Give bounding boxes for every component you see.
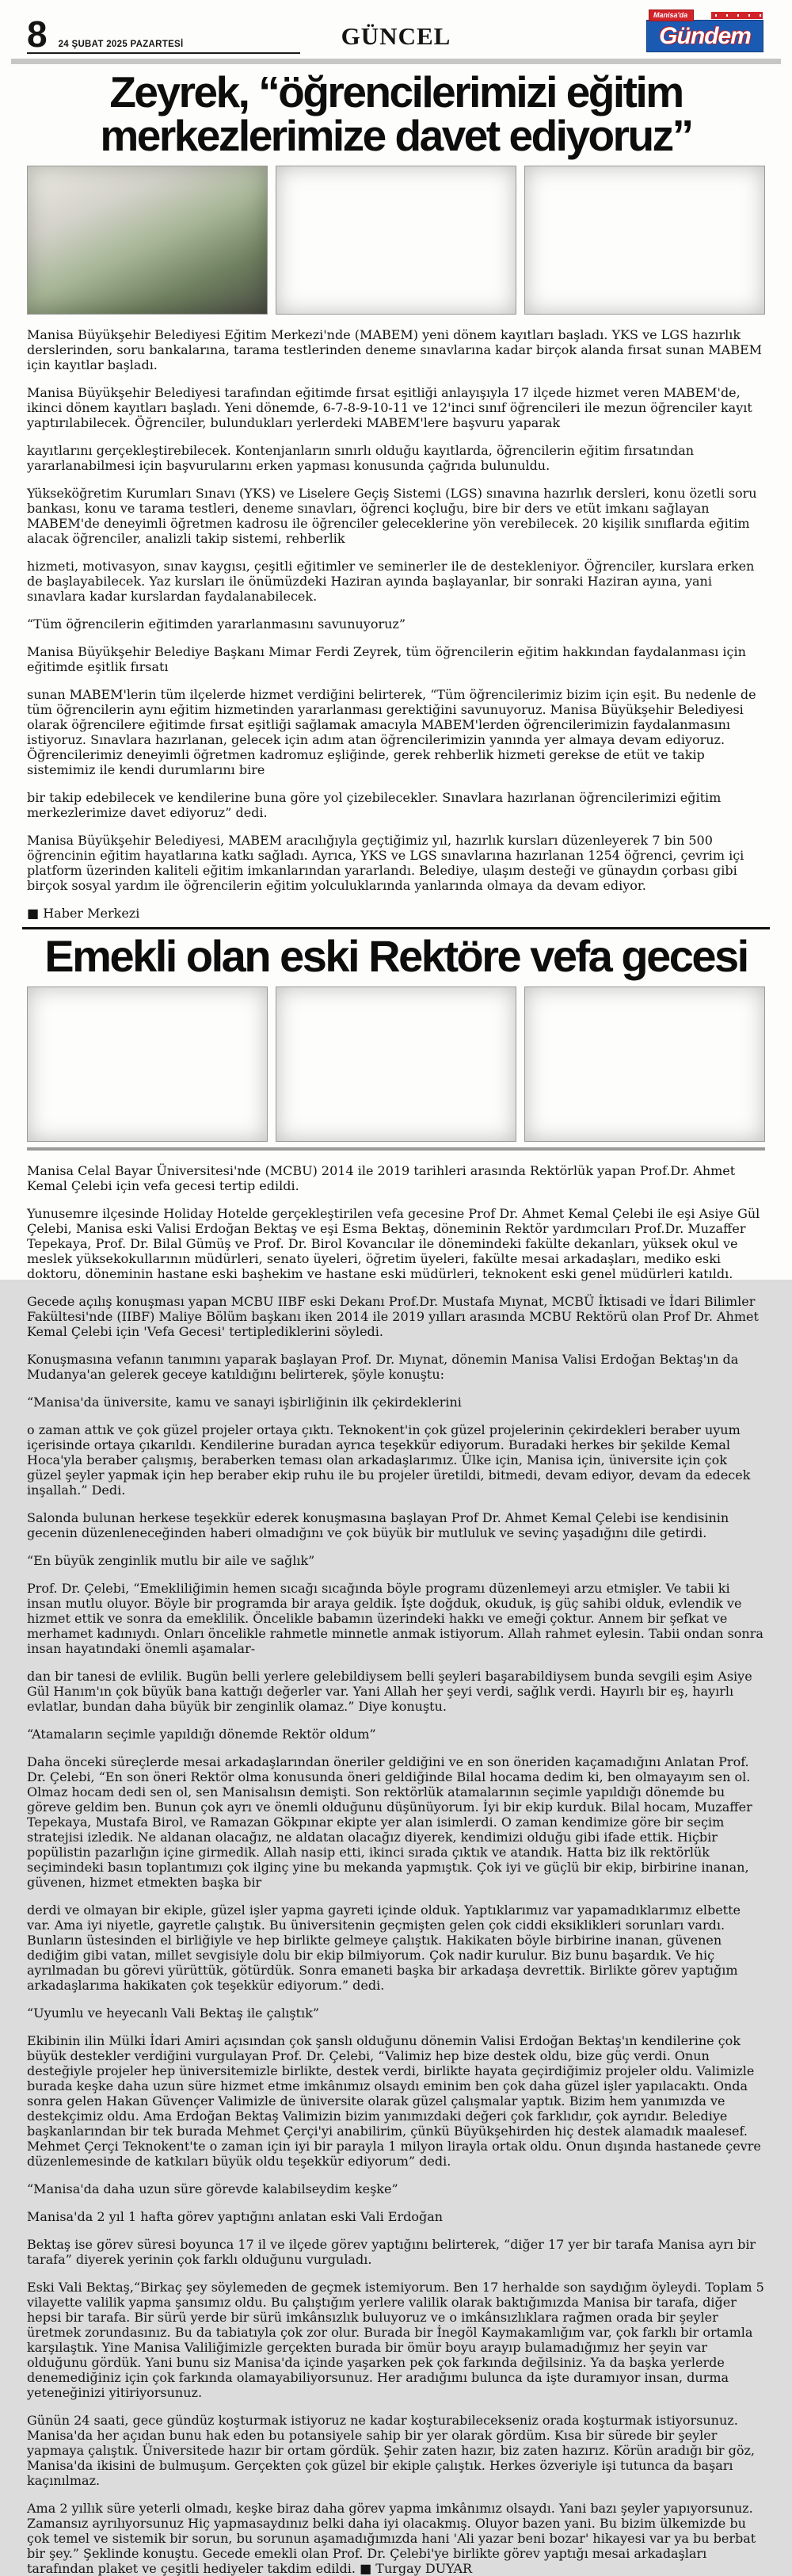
header-rule bbox=[11, 59, 781, 64]
article2-subhead-rector: “Atamaların seçimle yapıldığı dönemde Rektör oldum” bbox=[27, 1727, 376, 1742]
article1-column-1 bbox=[27, 327, 765, 430]
article1-column-4 bbox=[27, 687, 765, 777]
article1-column-2 bbox=[27, 443, 765, 546]
article2-column-3 bbox=[27, 1669, 765, 1890]
section-title: GÜNCEL bbox=[341, 22, 451, 50]
issue-date: 24 ŞUBAT 2025 PAZARTESİ bbox=[58, 40, 184, 49]
paragraph: Yunusemre ilçesinde Holiday Hotelde gerçekleştirilen vefa gecesine Prof Dr. Ahmet Kemal Çelebi ile eşi Asiye Gül Çelebi, Manisa eski Valisi Erdoğan Bektaş ve eşi Esma Bektaş, döneminin Rektör yardımcıları Prof.Dr. Muzaffer Tepekaya, Prof. Dr. Bilal Gümüş ve Prof. Dr. Birol Kovancılar ile dönemindeki fakülte dekanları, yüksek okul ve meslek yüksekokullarının müdürleri, senato üyeleri, öğretim üyeleri, fakülte mesai arkadaşları, mediko eski doktoru, döneminin hastane eski başhekim ve hastane eski müdürleri, teknokent eski genel müdürleri katıldı. bbox=[27, 1206, 760, 1281]
article1-headline: Zeyrek, “öğrencilerimizi eğitim merkezlerimize davet ediyoruz” bbox=[100, 67, 692, 160]
article1-photo-classroom-lab bbox=[27, 166, 268, 315]
paragraph: Manisa'da 2 yıl 1 hafta görev yaptığını anlatan eski Vali Erdoğan bbox=[27, 2209, 444, 2224]
article1-photo-students-desks bbox=[524, 166, 765, 315]
article2-photo-row-1 bbox=[27, 987, 765, 1142]
paragraph: Manisa Büyükşehir Belediye Başkanı Mimar Ferdi Zeyrek, tüm öğrencilerin eğitim hakkından faydalanması için eğitimde eşitlik fırsatı bbox=[27, 644, 746, 674]
article2-subhead-family: “En büyük zenginlik mutlu bir aile ve sağlık” bbox=[27, 1553, 315, 1568]
article2-photo-banquet-hall bbox=[524, 987, 765, 1142]
paragraph: dan bir tanesi de evlilik. Bugün belli yerlere gelebildiysem belli şeyleri başarabildiysem bunda sevgili eşim Asiye Gül Hanım'ın çok büyük bana kattığı değerler var. Yani Allah her şeyi verdi, sağlık verdi. Hayırlı bir eş, hayırlı evlatlar, bundan daha büyük bir zenginlik olamaz.” Diye konuştu. bbox=[27, 1669, 752, 1714]
article2-photo-plaque bbox=[276, 987, 516, 1142]
article2-byline: ■ Turgay DUYAR bbox=[360, 2561, 473, 2576]
page-number: 8 bbox=[27, 13, 48, 55]
paragraph: Gecede açılış konuşması yapan MCBU IIBF eski Dekanı Prof.Dr. Mustafa Mıynat, MCBÜ İktisadi ve İdari Bilimler Fakültesi'nde (IIBF) Maliye Bölüm başkanı iken 2014 ile 2019 yılları arasında MCBU Rektörü olan Prof Dr. Ahmet Kemal Çelebi için 'Vefa Gecesi' tertiplediklerini söyledi. bbox=[27, 1294, 759, 1339]
article1-body bbox=[27, 327, 765, 921]
paragraph: Manisa Büyükşehir Belediyesi, MABEM aracılığıyla geçtiğimiz yıl, hazırlık kursları düzenleyerek 7 bin 500 öğrencinin eğitim hayatlarına katkı sağladı. Ayrıca, YKS ve LGS sınavlarına hazırlanan 1254 öğrenci, çevrim içi platform üzerinden kaliteli eğitim imkanlarından yararlandı. Belediye, ulaşım desteği ve günaydın çorbası gibi birçok sosyal yardım ile öğrencilerin eğitim yolculuklarında yanlarında olmaya da devam ediyor. bbox=[27, 833, 744, 893]
paragraph: kayıtlarını gerçekleştirebilecek. Kontenjanların sınırlı olduğu kayıtlarda, öğrencilerin eğitim fırsatından yararlanabilmesi için başvurularını erken yapması konusunda çağrıda bulunuldu. bbox=[27, 443, 695, 473]
paragraph: Eski Vali Bektaş,“Birkaç şey söylemeden de geçmek istemiyorum. Ben 17 herhalde son saydığım öyleydi. Toplam 5 vilayette valilik yapma şansımız oldu. Bu çalıştığım yerlere valilik olarak baktığımızda Manisa bir tarafa, diğer hepsi bir tarafa. Bir sürü yerde bir sürü imkânsızlık buluyoruz ve o imkânsızlıklara rağmen orada bir şeyler üretmek zorundasınız. Bu da tabiatıyla çok zor olur. Burada bir İnegöl Kaymakamlığım var, çok farklı bir ortamla karşılaştık. Yine Manisa Valiliğimizle gerçekten burada bir ömür boyu arayıp bulamadığımız her şeyin var olduğunu gördük. Yani bunu siz Manisa'da içinde yaşarken pek çok farkında değilsiniz. Ya da başka yerlerde denemediğiniz için çok farkında olamayabiliyorsunuz. Her aradığımı bulunca da işte duramıyor insan, durma yeteneğinizi yitiriyorsunuz. bbox=[27, 2280, 764, 2400]
article1-column-5 bbox=[27, 790, 765, 921]
logo-red-strip bbox=[711, 12, 763, 19]
paragraph: Manisa Büyükşehir Belediyesi tarafından eğitimde fırsat eşitliği anlayışıyla 17 ilçede hizmet veren MABEM'de, ikinci dönem kayıtları başladı. Yeni dönemde, 6-7-8-9-10-11 ve 12'inci sınıf öğrencileri ile mezun öğrenciler kayıt yaptırılabilecek. Öğrenciler, bulundukları yerlerdeki MABEM'lere başvuru yaparak bbox=[27, 385, 752, 430]
article1-column-3 bbox=[27, 559, 765, 674]
paragraph: Konuşmasına vefanın tanımını yaparak başlayan Prof. Dr. Mıynat, dönemin Manisa Valisi Erdoğan Bektaş'ın da Mudanya'an gelerek geceye katıldığını belirterek, şöyle konuştu: bbox=[27, 1352, 739, 1382]
paragraph: Yükseköğretim Kurumları Sınavı (YKS) ve Liselere Geçiş Sistemi (LGS) sınavına hazırlık dersleri, konu özetli soru bankası, konu ve tarama testleri, deneme sınavları, öğrenci koçluğu, bire bir ders ve etüt imkanı sağlayan MABEM'de deneyimli öğretmen kadrosu ile öğrenciler geleceklerine yön verebilecek. 20 kişilik sınıflarda eğitim alacak öğrenciler, analizli takip sistemi, rehberlik bbox=[27, 486, 757, 546]
article2-photo-gala-tables bbox=[27, 1149, 765, 1151]
article2-body bbox=[27, 1147, 765, 2576]
article2-subhead-vali: “Uyumlu ve heyecanlı Vali Bektaş ile çalıştık” bbox=[27, 2005, 319, 2021]
page-number-block bbox=[27, 13, 300, 55]
article2-column-2 bbox=[27, 1422, 765, 1656]
article2-column-4 bbox=[27, 1902, 765, 2224]
paragraph: hizmeti, motivasyon, sınav kaygısı, çeşitli eğitimler ve seminerler ile de destekleniyor. Öğrenciler, kurslara erken de başlayabilecek. Yaz kursları ile önümüzdeki Haziran ayında başlayanlar, bir sonraki Haziran ayına, yani sınavlara kadar kurslardan faydalanabilecek. bbox=[27, 559, 755, 604]
paragraph: bir takip edebilecek ve kendilerine buna göre yol çizebilecekler. Sınavlara hazırlanan öğrencilerimizi eğitim merkezlerimize davet ediyoruz” dedi. bbox=[27, 790, 722, 820]
paragraph: Daha önceki süreçlerde mesai arkadaşlarından öneriler geldiğini ve en son öneriden kaçamadığını Anlatan Prof. Dr. Çelebi, “En son öneri Rektör olma konusunda öneri geldiğinde Bilal hocama dedim ki, ben olmayayım sen ol. Olmaz hocam dedi sen ol, sen Manisalısın demişti. Son rektörlük atamalarının seçimle yapıldığı dönemde bu göreve geldim ben. Bunun çok ayrı ve önemli olduğunu düşünüyorum. İyi bir ekip kurduk. Bilal hocam, Muzaffer Tepekaya, Mustafa Birol, ve Ramazan Gökpınar ekipte yer alan isimlerdi. O zaman kendimize göre bir seçim stratejisi izledik. Ne aldanan olacağız, ne aldatan olacağız diyerek, kendimizi olduğu gibi ifade ettik. Hiçbir popülistin pazarlığın içine girmedik. Allah nasip etti, ikinci sırada çıktık ve atandık. Hatta biz ilk rektörlük seçimindeki basın toplantımızı çok ilginç yine bu mekanda yapmıştık. Çok iyi ve güçlü bir ekip, birbirine inanan, güvenen, hizmet etmekten başka bir bbox=[27, 1754, 752, 1890]
paragraph: o zaman attık ve çok güzel projeler ortaya çıktı. Teknokent'in çok güzel projelerinin çekirdekleri beraber uyum içerisinde ortaya çıkarıldı. Kendilerine buradan ayrıca teşekkür ediyorum. Buradaki herkes bir şekilde Kemal Hoca'yla beraber çalışmış, beraberken teması olan arkadaşlarımız. Ülke için, Manisa için, üniversite için çok güzel şeyler yapmak için hep beraber ekip ruhu ile bu projeler üretildi, bitmedi, devam ediyor, devam da edecek inşallah.” Dedi. bbox=[27, 1422, 751, 1498]
article2-column-5 bbox=[27, 2237, 765, 2576]
paragraph: Manisa Büyükşehir Belediyesi Eğitim Merkezi'nde (MABEM) yeni dönem kayıtları başladı. YKS ve LGS hazırlık derslerinden, soru bankalarına, tarama testlerinden deneme sınavlarına kadar birçok alanda fırsat sunan MABEM için kayıtlar başladı. bbox=[27, 327, 763, 372]
paragraph bbox=[27, 2501, 765, 2576]
page-header bbox=[27, 10, 765, 54]
paragraph: Bektaş ise görev süresi boyunca 17 il ve ilçede görev yaptığını belirterek, “diğer 17 yer bir tarafa Manisa ayrı bir tarafa” diyerek yerinin çok farklı olduğunu vurguladı. bbox=[27, 2237, 756, 2267]
article1-photo-row bbox=[27, 166, 765, 315]
paragraph: Ekibinin ilin Mülki İdari Amiri açısından çok şanslı olduğunu dönemin Valisi Erdoğan Bektaş'ın kendilerine çok büyük destekler verdiğini vurgulayan Prof. Dr. Çelebi, “Valimiz hep bize destek oldu, bize güç verdi. Onun desteğiyle projeler hep üniversitemizle birlikte, destek verdi, birlikte hayata geçirdiğimiz projeler oldu. Valimizle burada keşke daha uzun süre hizmet etme imkânımız olsaydı eminim ben çok daha güzel işler yapılacaktı. Onda sonra gelen Hakan Güvençer Valimizle de üniversite olarak güzel çalışmalar yaptık. Bizim hem yanımızda ve destekçimiz oldu. Ama Erdoğan Bektaş Valimizin bizim yanımızdaki değeri çok farklıdır, çok ayrıdır. Belediye başkanlarından bir tek burada Mehmet Çerçi'yi anabilirim, çünkü Büyükşehirden hiç destek alamadık maalesef. Mehmet Çerçi Teknokent'te o zaman için iyi bir parayla 1 milyon lirayla ortak oldu. Onun dışında hastanede çevre düzenlemesinde de katkıları büyük oldu teşekkür ediyorum” dedi. bbox=[27, 2033, 761, 2169]
article2-left-block bbox=[27, 1147, 765, 1890]
article2-columns-1-3 bbox=[27, 1163, 765, 1890]
paragraph: “Manisa'da üniversite, kamu ve sanayi işbirliğinin ilk çekirdeklerini bbox=[27, 1395, 462, 1410]
logo-wordmark: Gündem bbox=[646, 20, 763, 52]
paragraph: Salonda bulunan herkese teşekkür ederek konuşmasına başlayan Prof Dr. Ahmet Kemal Çelebi ise kendisinin gecenin düzenleneceğinden haberi olmadığını ve çok büyük bir mutluluk ve sevinç yaşadığını dile getirdi. bbox=[27, 1510, 729, 1540]
article2-subhead-gorevde: “Manisa'da daha uzun süre görevde kalabilseydim keşke” bbox=[27, 2181, 398, 2196]
paragraph: Manisa Celal Bayar Üniversitesi'nde (MCBU) 2014 ile 2019 tarihleri arasında Rektörlük yapan Prof.Dr. Ahmet Kemal Çelebi için vefa gecesi tertip edildi. bbox=[27, 1163, 736, 1193]
paragraph: Prof. Dr. Çelebi, “Emekliliğimin hemen sıcağı sıcağında böyle programı düzenlemeyi arzu etmişler. Ve tabii ki insan mutlu oluyor. Böyle bir programda bir araya geldik. İşte doğduk, okuduk, iş güç sahibi olduk, evlendik ve hizmet ettik ve sonra da emeklilik. Öncelikle babamın üzerindeki hakkı ve emeği çoktur. Annem bir şefkat ve merhamet kadınıydı. Onları öncelikle rahmetle minnetle anmak istiyorum. Allah rahmet eylesin. Tabii ondan sonra insan hayatındaki önemli aşamalar- bbox=[27, 1581, 763, 1656]
article1-byline: ■ Haber Merkezi bbox=[27, 906, 140, 921]
paragraph: Günün 24 saati, gece gündüz koşturmak istiyoruz ne kadar koşturabilecekseniz orada koşturmak istiyorsunuz. Manisa'da her açıdan bunu hak eden bu potansiyele sahip bir yer olarak gördüm. Kısa bir sürede bir şeyler yapmaya çalıştık. Üniversitede hazır bir ortam gördük. Şehir zaten hazır, biz zaten hazırız. Körün aradığı bir göz, Manisa'da ikisini de bulmuşum. Gerçekten çok güzel bir ekiple çalıştık. Herkes özveriyle işi tutunca da başarı kaçınılmaz. bbox=[27, 2413, 756, 2488]
article2-photo-handshake bbox=[27, 987, 268, 1142]
article2-headline: Emekli olan eski Rektöre vefa gecesi bbox=[44, 931, 748, 981]
paragraph: sunan MABEM'lerin tüm ilçelerde hizmet verdiğini belirterek, “Tüm öğrencilerimiz bizim için eşit. Bu nedenle de tüm öğrencilerin aynı eğitim hizmetinden yararlanması gerektiğini savunuyoruz. Manisa Büyükşehir Belediyesi olarak öğrencilere eğitimde fırsat eşitliği sağlamak amacıyla MABEM'lerden öğrencilerimizin faydalanmasını istiyoruz. Sınavlara hazırlanan, gelecek için adım atan öğrencilerimizin yanında yer almaya devam ediyoruz. Öğrencilerimiz deneyimli öğretmen kadromuz eşliğinde, gerek rehberlik hizmeti gerekse de etüt ve takip sistemimiz ile kendi durumlarını bire bbox=[27, 687, 756, 777]
article1-photo-students-seated bbox=[276, 166, 516, 315]
paragraph: derdi ve olmayan bir ekiple, güzel işler yapma gayreti içinde olduk. Yaptıklarımız var yapamadıklarımız elbette var. Ama iyi niyetle, gayretle çalıştık. Bu üniversitenin geçmişten gelen çok ciddi eksiklikleri sorunları vardı. Bunların üstesinden el birliğiyle ve hep birlikte gelmeye çalıştık. Hakikaten böyle birbirine inanan, güvenen dediğim gibi vatan, millet sevgisiyle dolu bir ekip bilmiyorum. Çok nadir kurulur. Biz bunu başardık. Ve hiç ayrılmadan bu görevi yürüttük, götürdük. Sonra emaneti başka bir arkadaşa devrettik. Birlikte görev yaptığım arkadaşlarıma hakikaten çok teşekkür ediyorum.” dedi. bbox=[27, 1902, 741, 1993]
gundem-logo bbox=[646, 10, 763, 52]
article1-subhead: “Tüm öğrencilerin eğitimden yararlanmasını savunuyoruz” bbox=[27, 616, 406, 632]
logo-tagline: Manisa'da bbox=[649, 10, 694, 21]
article2-column-1 bbox=[27, 1163, 765, 1410]
article2-photo-row-2 bbox=[27, 1147, 765, 1151]
article-divider-rule bbox=[22, 927, 770, 929]
paragraph-text: Ama 2 yıllık süre yeterli olmadı, keşke biraz daha görev yapma imkânımız olsaydı. Yani bazı şeyler yapıyorsunuz. Zamansız ayrılıyorsunuz Hiç yapmasaydınız belki daha iyi olacakmış. Oluyor bazen yani. Bu bizim ülkemizde bu çok temel ve sistemik bir sorun, bu sorunun aşamadığımızda hani 'Ali yazar beni bozar' hikayesi var ya bu berbat bir şey.” Şeklinde konuştu. Gecede emekli olan Prof. Dr. Çelebi'ye birlikte görev yaptığı mesai arkadaşları tarafından plaket ve çeşitli hediyeler takdim edildi. bbox=[27, 2501, 756, 2576]
